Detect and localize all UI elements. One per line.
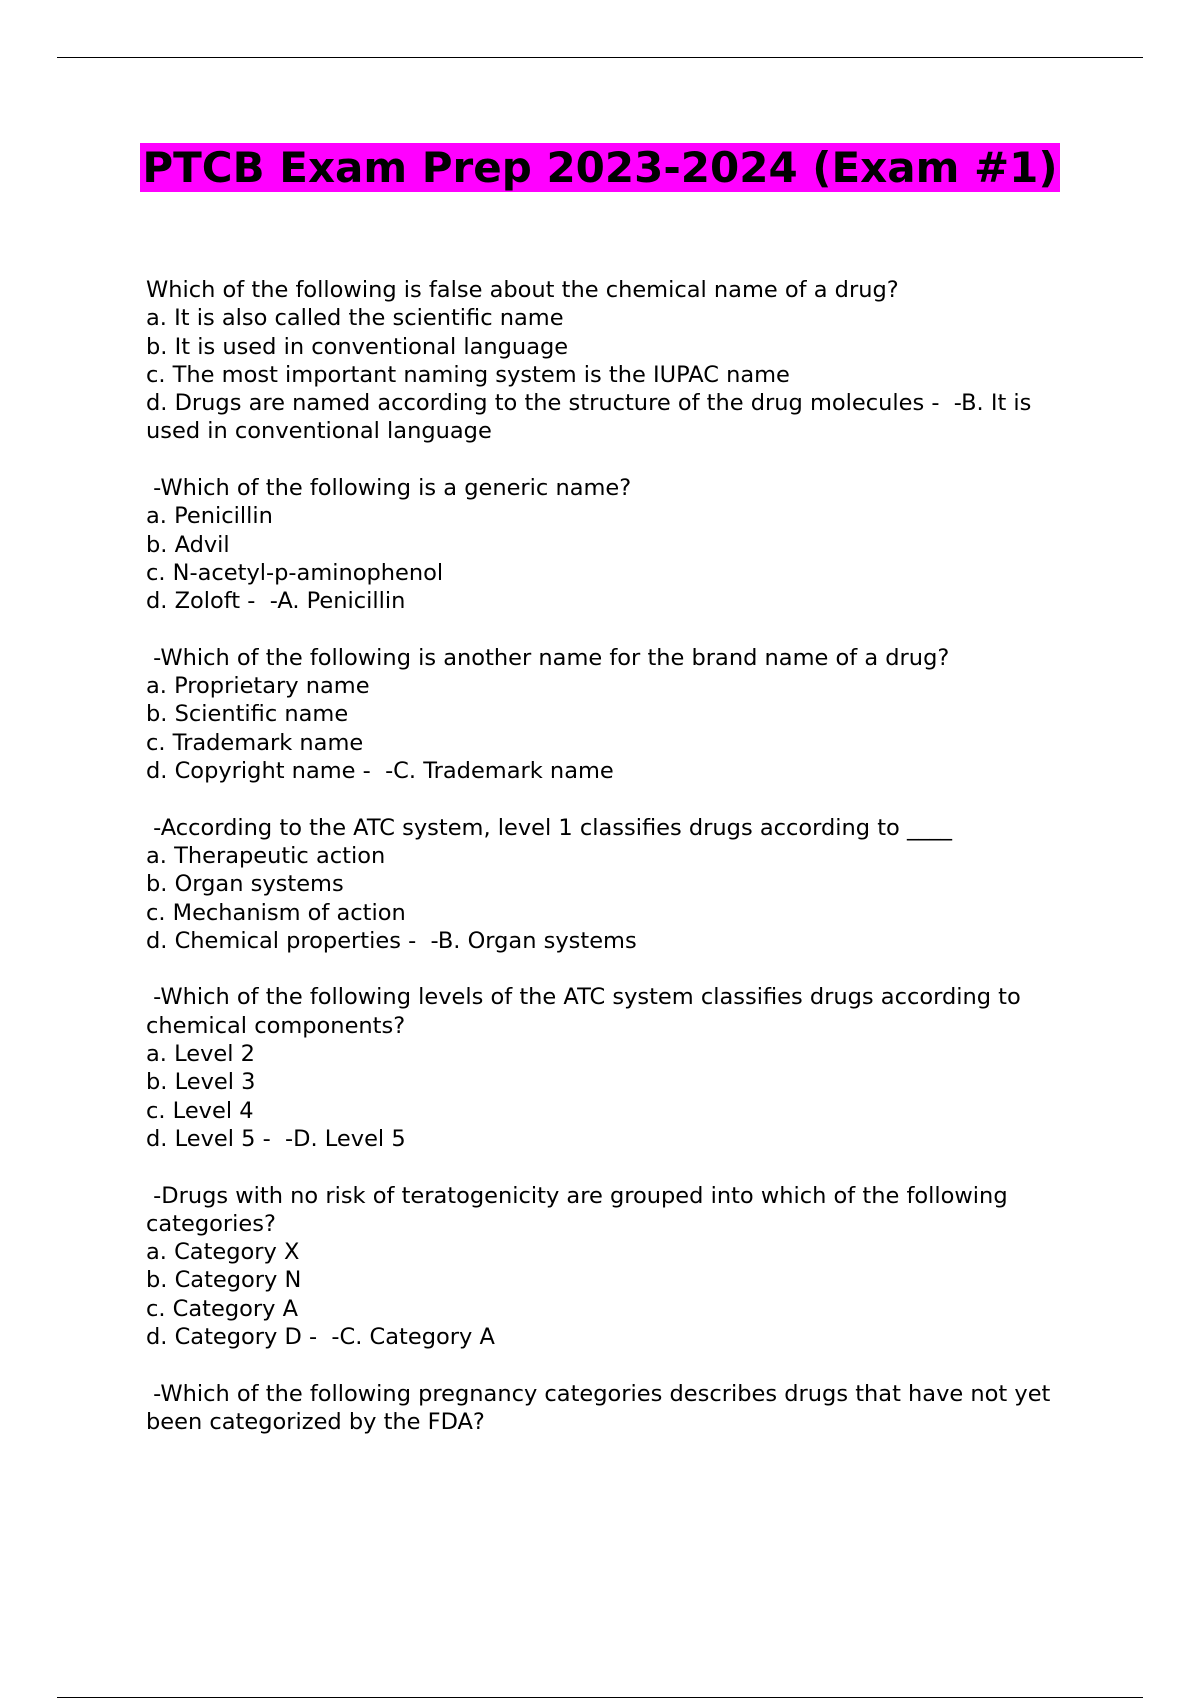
- option-b: b. Scientific name: [146, 701, 349, 728]
- title-highlight: PTCB Exam Prep 2023-2024 (Exam #1): [142, 143, 1058, 192]
- option-d-with-answer: d. Copyright name - -C. Trademark name: [146, 758, 614, 785]
- option-a: a. It is also called the scientific name: [146, 305, 564, 332]
- question-text: -Which of the following is a generic name?: [146, 475, 632, 502]
- question-block-6: [146, 1182, 1086, 1352]
- question-list: [146, 276, 1086, 1464]
- option-a: a. Category X: [146, 1239, 300, 1266]
- option-a: a. Level 2: [146, 1041, 255, 1068]
- question-text: -Which of the following is another name for the brand name of a drug?: [146, 644, 950, 671]
- question-text: -Which of the following levels of the ATC system classifies drugs according to chemical components?: [146, 984, 1028, 1039]
- option-d-with-answer: d. Level 5 - -D. Level 5: [146, 1125, 406, 1152]
- top-rule: [57, 57, 1143, 58]
- question-block-5: [146, 983, 1086, 1153]
- bottom-rule: [57, 1697, 1143, 1698]
- option-b: b. Category N: [146, 1267, 302, 1294]
- option-c: c. Level 4: [146, 1097, 254, 1124]
- option-b: b. Advil: [146, 531, 230, 558]
- option-a: a. Therapeutic action: [146, 842, 386, 869]
- option-d-with-answer: d. Category D - -C. Category A: [146, 1323, 495, 1350]
- option-b: b. Level 3: [146, 1069, 256, 1096]
- question-block-2: [146, 474, 1086, 615]
- question-block-3: [146, 644, 1086, 785]
- option-c: c. Mechanism of action: [146, 899, 406, 926]
- question-text: -According to the ATC system, level 1 classifies drugs according to ____: [146, 814, 952, 841]
- option-d-with-answer: d. Zoloft - -A. Penicillin: [146, 588, 406, 615]
- option-a: a. Penicillin: [146, 503, 273, 530]
- question-block-1: [146, 276, 1086, 446]
- option-c: c. Trademark name: [146, 729, 364, 756]
- page-title: [60, 140, 1140, 196]
- option-b: b. Organ systems: [146, 871, 344, 898]
- question-text: Which of the following is false about the chemical name of a drug?: [146, 277, 899, 303]
- question-text: -Drugs with no risk of teratogenicity are grouped into which of the following categories?: [146, 1182, 1015, 1237]
- question-text: -Which of the following pregnancy categories describes drugs that have not yet been categorized by the FDA?: [146, 1380, 1058, 1435]
- option-c: c. The most important naming system is the IUPAC name: [146, 361, 790, 388]
- option-d-with-answer: d. Chemical properties - -B. Organ systems: [146, 927, 637, 954]
- option-c: c. N-acetyl-p-aminophenol: [146, 559, 444, 586]
- option-d-with-answer: d. Drugs are named according to the structure of the drug molecules - -B. It is used in conventional language: [146, 390, 1039, 445]
- option-b: b. It is used in conventional language: [146, 333, 569, 360]
- question-block-7: [146, 1380, 1086, 1437]
- option-c: c. Category A: [146, 1295, 298, 1322]
- question-block-4: [146, 814, 1086, 955]
- option-a: a. Proprietary name: [146, 673, 370, 700]
